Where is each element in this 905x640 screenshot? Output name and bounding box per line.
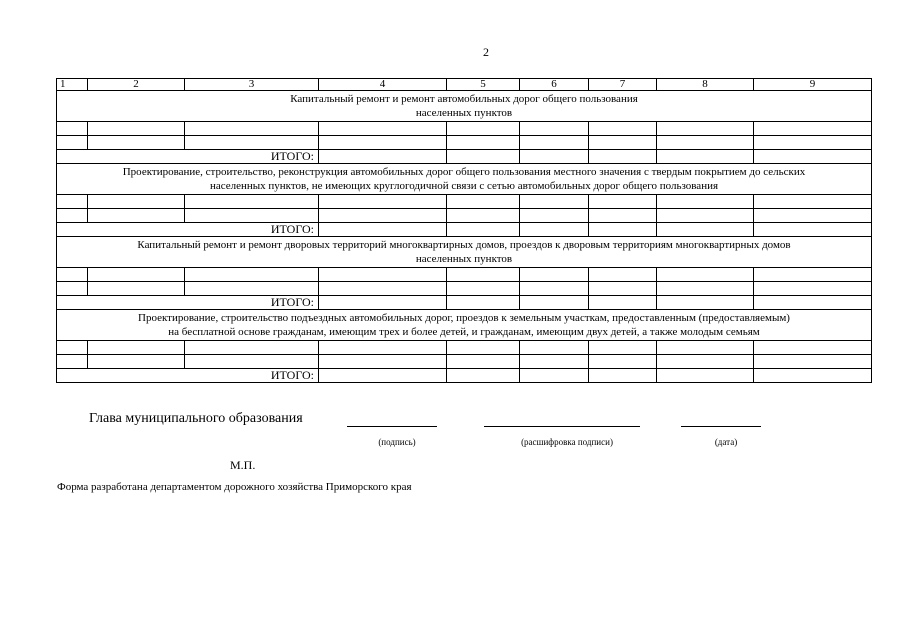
column-number: 5 bbox=[447, 79, 520, 91]
total-label: ИТОГО: bbox=[57, 150, 319, 164]
section-title-line: на бесплатной основе гражданам, имеющим трех и более детей, и гражданам, имеющим двух детей, а также молодым семьям bbox=[168, 326, 760, 338]
column-number: 4 bbox=[319, 79, 447, 91]
column-number: 8 bbox=[657, 79, 754, 91]
stamp-place-label: М.П. bbox=[230, 458, 256, 472]
date-line bbox=[681, 426, 761, 427]
column-number-row bbox=[57, 79, 872, 91]
section-title-line: Капитальный ремонт и ремонт автомобильных дорог общего пользования bbox=[290, 93, 638, 105]
section-title bbox=[57, 237, 872, 268]
total-label: ИТОГО: bbox=[57, 369, 319, 383]
report-table bbox=[56, 78, 872, 383]
date-caption: (дата) bbox=[714, 437, 738, 447]
total-label: ИТОГО: bbox=[57, 296, 319, 310]
table-row bbox=[57, 122, 872, 136]
signature-caption: (подпись) bbox=[378, 437, 416, 447]
total-label: ИТОГО: bbox=[57, 223, 319, 237]
section-title-line: Проектирование, строительство, реконструкция автомобильных дорог общего пользования местного значения с твердым покрытием до сельских bbox=[122, 166, 806, 178]
column-number: 2 bbox=[88, 79, 185, 91]
table-row bbox=[57, 268, 872, 282]
table-row bbox=[57, 195, 872, 209]
section-title-line: Проектирование, строительство подъездных автомобильных дорог, проездов к земельным участкам, предоставленным (предоставляемым) bbox=[138, 312, 790, 324]
table-row bbox=[57, 282, 872, 296]
table-row bbox=[57, 355, 872, 369]
form-note: Форма разработана департаментом дорожного хозяйства Приморского края bbox=[57, 481, 412, 493]
table-row bbox=[57, 136, 872, 150]
total-row bbox=[57, 369, 872, 383]
signature-decoding-line bbox=[484, 426, 640, 427]
section-heading-row bbox=[57, 310, 872, 341]
section-heading-row bbox=[57, 164, 872, 195]
signature-line bbox=[347, 426, 437, 427]
column-number: 7 bbox=[589, 79, 657, 91]
signature-decoding-caption: (расшифровка подписи) bbox=[521, 437, 613, 447]
section-title-line: населенных пунктов bbox=[415, 253, 513, 265]
page-number: 2 bbox=[483, 45, 489, 59]
section-title-line: Капитальный ремонт и ремонт дворовых территорий многоквартирных домов, проездов к дворовым территориям многоквартирных домов bbox=[137, 239, 791, 251]
signatory-title: Глава муниципального образования bbox=[89, 411, 303, 426]
column-number: 9 bbox=[754, 79, 872, 91]
total-row bbox=[57, 223, 872, 237]
column-number: 6 bbox=[520, 79, 589, 91]
table-row bbox=[57, 341, 872, 355]
column-number: 1 bbox=[57, 79, 88, 91]
total-row bbox=[57, 296, 872, 310]
section-title-line: населенных пунктов bbox=[415, 107, 513, 119]
section-title bbox=[57, 164, 872, 195]
section-title bbox=[57, 310, 872, 341]
section-title bbox=[57, 91, 872, 122]
table-row bbox=[57, 209, 872, 223]
column-number: 3 bbox=[185, 79, 319, 91]
section-heading-row bbox=[57, 237, 872, 268]
total-row bbox=[57, 150, 872, 164]
section-title-line: населенных пунктов, не имеющих круглогодичной связи с сетью автомобильных дорог общего пользования bbox=[209, 180, 719, 192]
section-heading-row bbox=[57, 91, 872, 122]
